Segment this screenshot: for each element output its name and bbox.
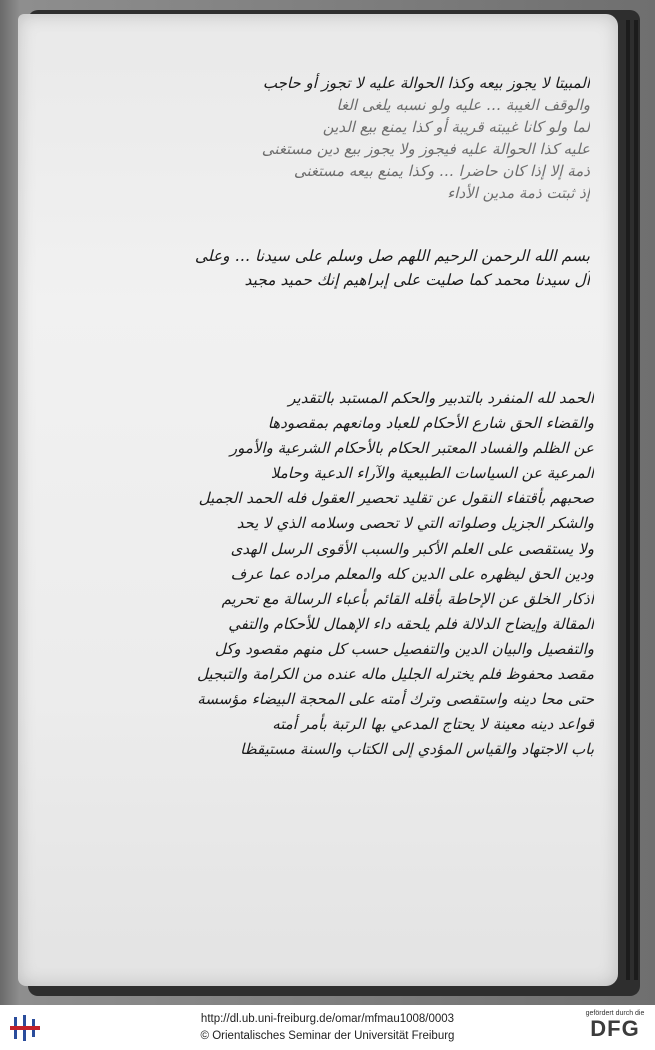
text-line: بسم الله الرحمن الرحيم اللهم صل وسلم على سيدنا … وعلى <box>194 247 590 265</box>
main-paragraph <box>86 386 594 762</box>
dfg-tagline: gefördert durch die <box>585 1010 645 1017</box>
text-line: عن الظلم والفساد المعتبر الحكام بالأحكام الشرعية والأمور <box>229 439 594 458</box>
top-paragraph <box>90 72 590 204</box>
document-url-link[interactable]: http://dl.ub.uni-freiburg.de/omar/mfmau1008/0003 <box>200 1013 455 1025</box>
text-line: المقالة وإيضاح الدلالة فلم يلحقه داء الإهمال للأحكام والتفي <box>228 614 594 633</box>
text-line: صحبهم بأقتفاء النقول عن تقليد تحصير العقول فله الحمد الجميل <box>198 489 594 508</box>
text-line: لما ولو كانا غيبته قريبة أو كذا يمنع بيع الدين <box>322 118 590 136</box>
text-line: والشكر الجزيل وصلواته التي لا تحصى وسلامه الذي لا يحد <box>236 514 594 533</box>
page-edge-line <box>626 20 630 980</box>
text-line: آل سيدنا محمد كما صليت على إبراهيم إنك حميد مجيد <box>244 271 590 289</box>
text-line: ودين الحق ليظهره على الدين كله والمعلم مراده عما عرف <box>230 564 594 583</box>
text-line: المرعية عن السياسات الطبيعية والآراء الدعية وحاملا <box>270 464 594 483</box>
text-line: والتفصيل والبيان الدين والتفصيل حسب كل منهم مقصود وكل <box>214 639 594 658</box>
text-line: والوقف الغيبة … عليه ولو نسبه يلغى الغا <box>336 96 590 114</box>
dfg-logo-text: DFG <box>590 1016 640 1041</box>
text-line: حتى محا دينه واستقصى وترك أمته على المحجة البيضاء مؤسسة <box>197 690 594 709</box>
text-line: مقصد محفوظ فلم يخترله الجليل ماله عنده من الكرامة والتبجيل <box>196 665 594 684</box>
dfg-logo <box>582 1010 648 1048</box>
text-line: عليه كذا الحوالة عليه فيجوز ولا يجوز بيع دين مستغنى <box>261 140 590 158</box>
text-line: الحمد لله المنفرد بالتدبير والحكم المستبد بالتقدير <box>288 389 594 407</box>
text-line: والقضاء الحق شارع الأحكام للعباد ومانعهم بمقصودها <box>267 414 594 433</box>
basmala-paragraph <box>90 244 590 292</box>
text-line: إذ ثبتت ذمة مدين الأداء <box>447 184 590 202</box>
footer-bar <box>0 1005 655 1050</box>
text-line: باب الاجتهاد والقياس المؤدي إلى الكتاب والسنة مستيقظا <box>240 740 594 759</box>
text-line: ذمة إلا إذا كان حاضرا … وكذا يمنع بيعه مستغنى <box>293 162 590 180</box>
text-line: قواعد دينه معينة لا يحتاج المدعي بها الرتبة بأمر أمته <box>272 715 594 734</box>
page-edge-line <box>634 20 638 980</box>
text-line: أذكار الخلق عن الإحاطة بأقله القائم بأعباء الرسالة مع تحريم <box>221 589 594 608</box>
copyright-text: © Orientalisches Seminar der Universität Freiburg <box>200 1030 455 1042</box>
text-line: ولا يستقصى على العلم الأكبر والسبب الأقوى الرسل الهدى <box>230 539 594 558</box>
text-line: المبيتا لا يجوز بيعه وكذا الحوالة عليه لا تجوز أو حاجب <box>262 74 590 92</box>
